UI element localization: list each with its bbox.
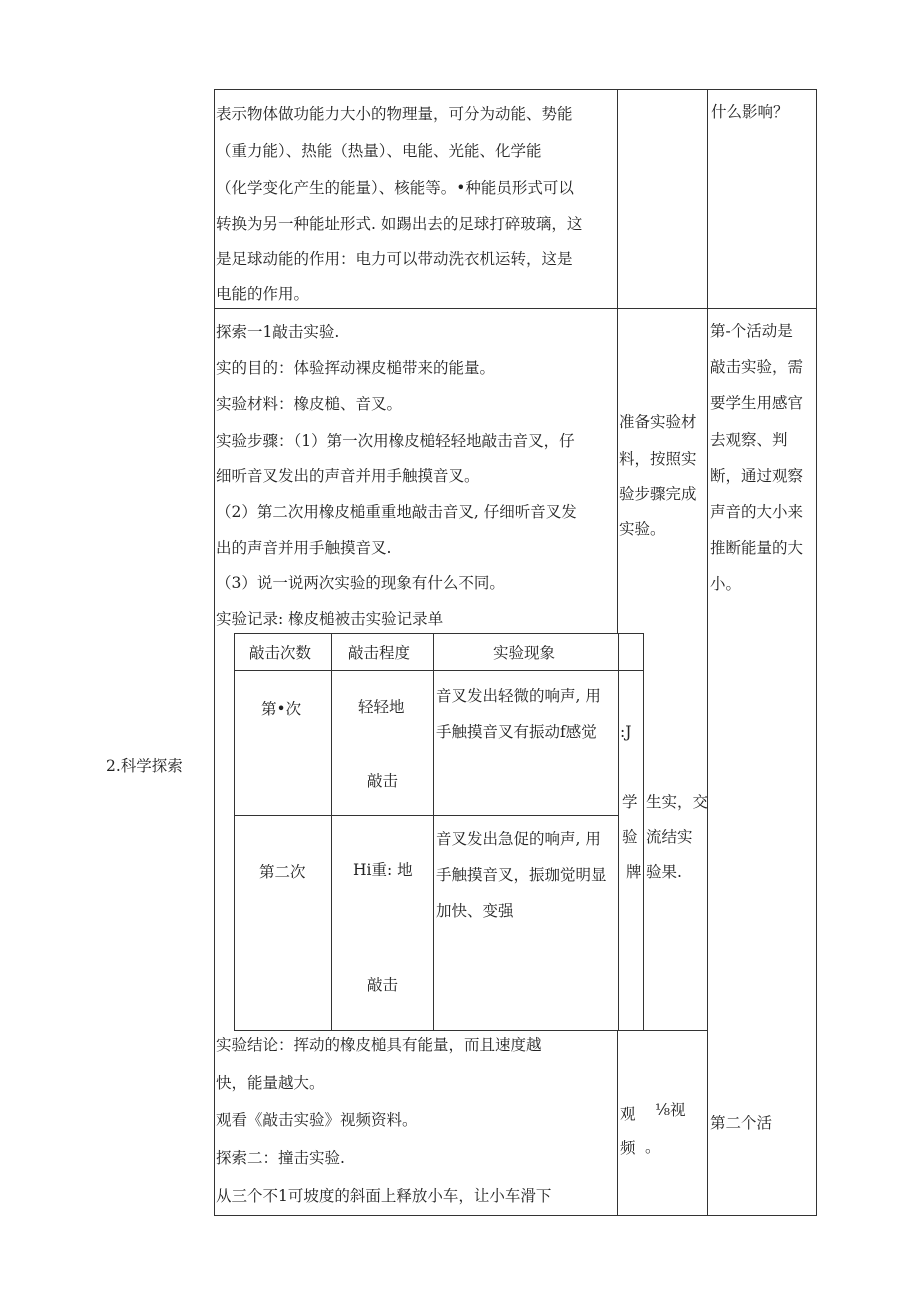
col-student-border-lower <box>617 1030 618 1216</box>
table-bottom-border <box>214 1215 817 1216</box>
video-col-a: 观 <box>620 1105 636 1123</box>
rt-row2-phenomenon: 音叉发出急促的响声, 用 <box>436 830 601 848</box>
intro-line: （重力能）、热能（热量）、电能、光能、化学能 <box>216 142 542 160</box>
explore1-line: 实验记录: 橡皮槌被击实验记录单 <box>216 610 444 628</box>
student-activity-line: 验步骤完成 <box>619 485 697 503</box>
explore1-line: 实验材料：橡皮槌、音叉。 <box>216 395 403 413</box>
student-activity-line: 料，按照实 <box>619 450 697 468</box>
col-intent-border <box>707 89 708 1216</box>
rt-right <box>643 633 644 1031</box>
conclusion-line: 探索二：撞击实验. <box>216 1149 345 1167</box>
explore1-line: 实的目的：体验挥动裸皮槌带来的能量。 <box>216 359 496 377</box>
design-intent-line: 敲击实验，需 <box>710 358 804 376</box>
side-activity-line: 流结实 <box>646 828 693 846</box>
rt-row1-degree-top: 轻轻地 <box>358 698 405 716</box>
student-activity-line: 实验。 <box>619 520 666 538</box>
rt-header-bottom <box>234 670 644 671</box>
student-activity-line: 准备实验材 <box>619 413 697 431</box>
conclusion-right-note: 第二个活 <box>710 1114 773 1132</box>
explore1-line: 细听音叉发出的声音并用手触摸音叉。 <box>216 467 480 485</box>
rt-row2-degree-top: Hi重: 地 <box>353 861 413 879</box>
rt-left <box>234 633 235 1031</box>
video-col-b: ⅛视 <box>655 1101 686 1119</box>
rt-side-fragment: 验 <box>622 828 638 846</box>
intro-line: 是足球动能的作用：电力可以带动洗衣机运转，这是 <box>216 250 573 268</box>
rt-row2-phenomenon: 加快、变强 <box>436 902 514 920</box>
conclusion-line: 快，能量越大。 <box>216 1074 325 1092</box>
rt-side-fragment: 学 <box>622 793 638 811</box>
intro-line: 电能的作用。 <box>216 285 310 303</box>
rt-row2-count: 第二次 <box>259 863 306 881</box>
side-activity-line: 验果. <box>646 863 682 881</box>
rt-top <box>234 633 644 634</box>
conclusion-line: 实验结论：挥动的橡皮槌具有能量，而且速度越 <box>216 1036 542 1054</box>
rt-row1-degree-bottom: 敲击 <box>367 772 399 790</box>
rt-header-degree: 敲击程度 <box>348 644 411 662</box>
design-intent-line: 第-个活动是 <box>710 322 793 340</box>
rt-bottom <box>234 1030 644 1031</box>
explore1-line: 出的声音并用手触摸音叉. <box>216 539 392 557</box>
design-intent-line: 小。 <box>710 575 742 593</box>
rt-header-count: 敲击次数 <box>249 644 312 662</box>
explore1-line: 探索一1敲击实验. <box>216 323 340 341</box>
design-intent-line: 推断能量的大 <box>710 539 804 557</box>
design-intent-line: 断，通过观察 <box>710 467 804 485</box>
explore1-line: （3）说一说两次实验的现象有什么不同。 <box>216 574 505 592</box>
rt-side-fragment: :J <box>620 723 632 741</box>
intro-line: 转换为另一种能址形式. 如踢出去的足球打碎玻璃，这 <box>216 215 583 233</box>
table-top-border <box>214 89 817 90</box>
design-intent-line: 要学生用感官 <box>710 394 804 412</box>
rt-col1 <box>331 633 332 1031</box>
intro-line: （化学变化产生的能量）、核能等。•种能员形式可以 <box>216 179 574 197</box>
conclusion-line: 观看《敲击实验》视频资料。 <box>216 1111 418 1129</box>
intro-right-note: 什么影响？ <box>711 103 789 121</box>
rt-row1-phenomenon: 手触摸音叉有振动f感觉 <box>436 723 597 741</box>
rt-col3 <box>618 633 619 1031</box>
video-col-a: 频 <box>620 1139 636 1157</box>
table-left-border <box>214 89 215 1216</box>
explore1-line: 实验步骤：（1）第一次用橡皮槌轻轻地敲击音叉，仔 <box>216 432 575 450</box>
rt-row1-bottom <box>234 815 619 816</box>
design-intent-line: 声音的大小来 <box>710 503 804 521</box>
design-intent-line: 去观察、判 <box>710 431 788 449</box>
intro-line: 表示物体做功能力大小的物理量，可分为动能、势能 <box>216 105 573 123</box>
side-activity-line: 生实，交 <box>646 793 709 811</box>
rt-row2-degree-bottom: 敲击 <box>367 976 399 994</box>
rt-row1-phenomenon: 音叉发出轻微的响声, 用 <box>436 687 601 705</box>
video-col-b: 。 <box>645 1138 661 1156</box>
col-student-border <box>617 89 618 634</box>
rt-row1-count: 第•次 <box>261 700 302 718</box>
rt-header-phenomenon: 实验现象 <box>493 644 556 662</box>
explore1-line: （2）第二次用橡皮槌重重地敲击音叉, 仔细听音叉发 <box>216 503 577 521</box>
table-right-border <box>816 89 817 1216</box>
section-label: 2.科学探索 <box>106 757 183 775</box>
rt-side-fragment: 牌 <box>626 863 642 881</box>
row1-bottom-border <box>214 308 817 309</box>
rt-col2 <box>433 633 434 1031</box>
rt-row2-phenomenon: 手触摸音叉，振珈觉明显 <box>436 866 607 884</box>
conclusion-line: 从三个不1可坡度的斜面上释放小车，让小车滑下 <box>216 1187 552 1205</box>
